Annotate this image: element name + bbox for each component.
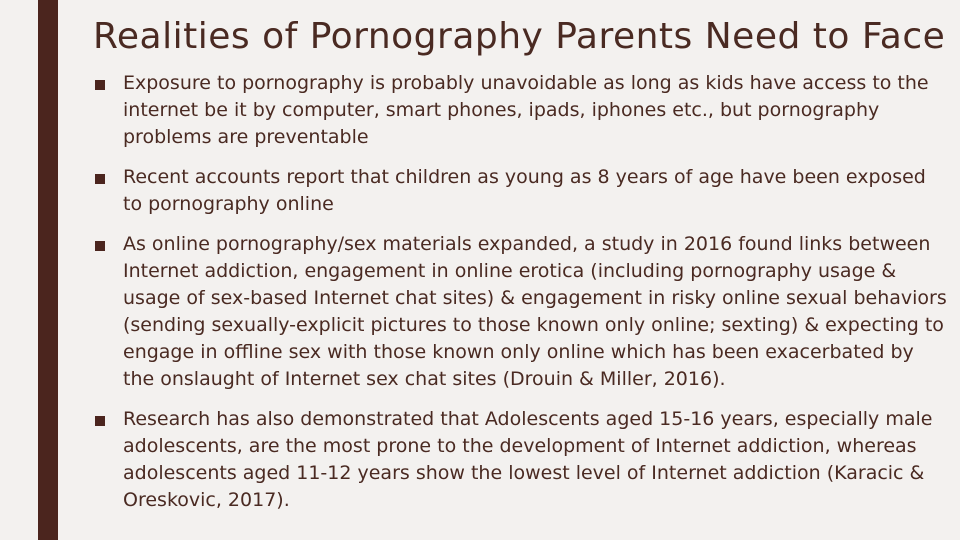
bullet-text: Recent accounts report that children as young as 8 years of age have been exposed to pornography online <box>123 166 926 215</box>
bullet-text: Research has also demonstrated that Adolescents aged 15-16 years, especially male adolescents, are the most prone to the development of Internet addiction, whereas adolescents aged 11-12 years show the lowest level of Internet addiction (Karacic & Oreskovic, 2017). <box>123 408 933 511</box>
square-bullet-icon <box>95 174 105 184</box>
square-bullet-icon <box>95 80 105 90</box>
bullet-item <box>93 231 949 393</box>
square-bullet-icon <box>95 416 105 426</box>
slide-title: Realities of Pornography Parents Need to Face <box>93 16 946 57</box>
bullet-list <box>93 70 949 527</box>
bullet-text: As online pornography/sex materials expanded, a study in 2016 found links between Internet addiction, engagement in online erotica (including pornography usage & usage of sex-based Internet chat sites) & engagement in risky online sexual behaviors (sending sexually-explicit pictures to those known only online; sexting) & expecting to engage in offline sex with those known only online which has been exacerbated by the onslaught of Internet sex chat sites (Drouin & Miller, 2016). <box>123 233 947 390</box>
bullet-item <box>93 406 949 514</box>
bullet-text: Exposure to pornography is probably unavoidable as long as kids have access to the internet be it by computer, smart phones, ipads, iphones etc., but pornography problems are preventable <box>123 72 929 148</box>
accent-bar <box>38 0 58 540</box>
bullet-item <box>93 164 949 218</box>
bullet-item <box>93 70 949 151</box>
square-bullet-icon <box>95 241 105 251</box>
